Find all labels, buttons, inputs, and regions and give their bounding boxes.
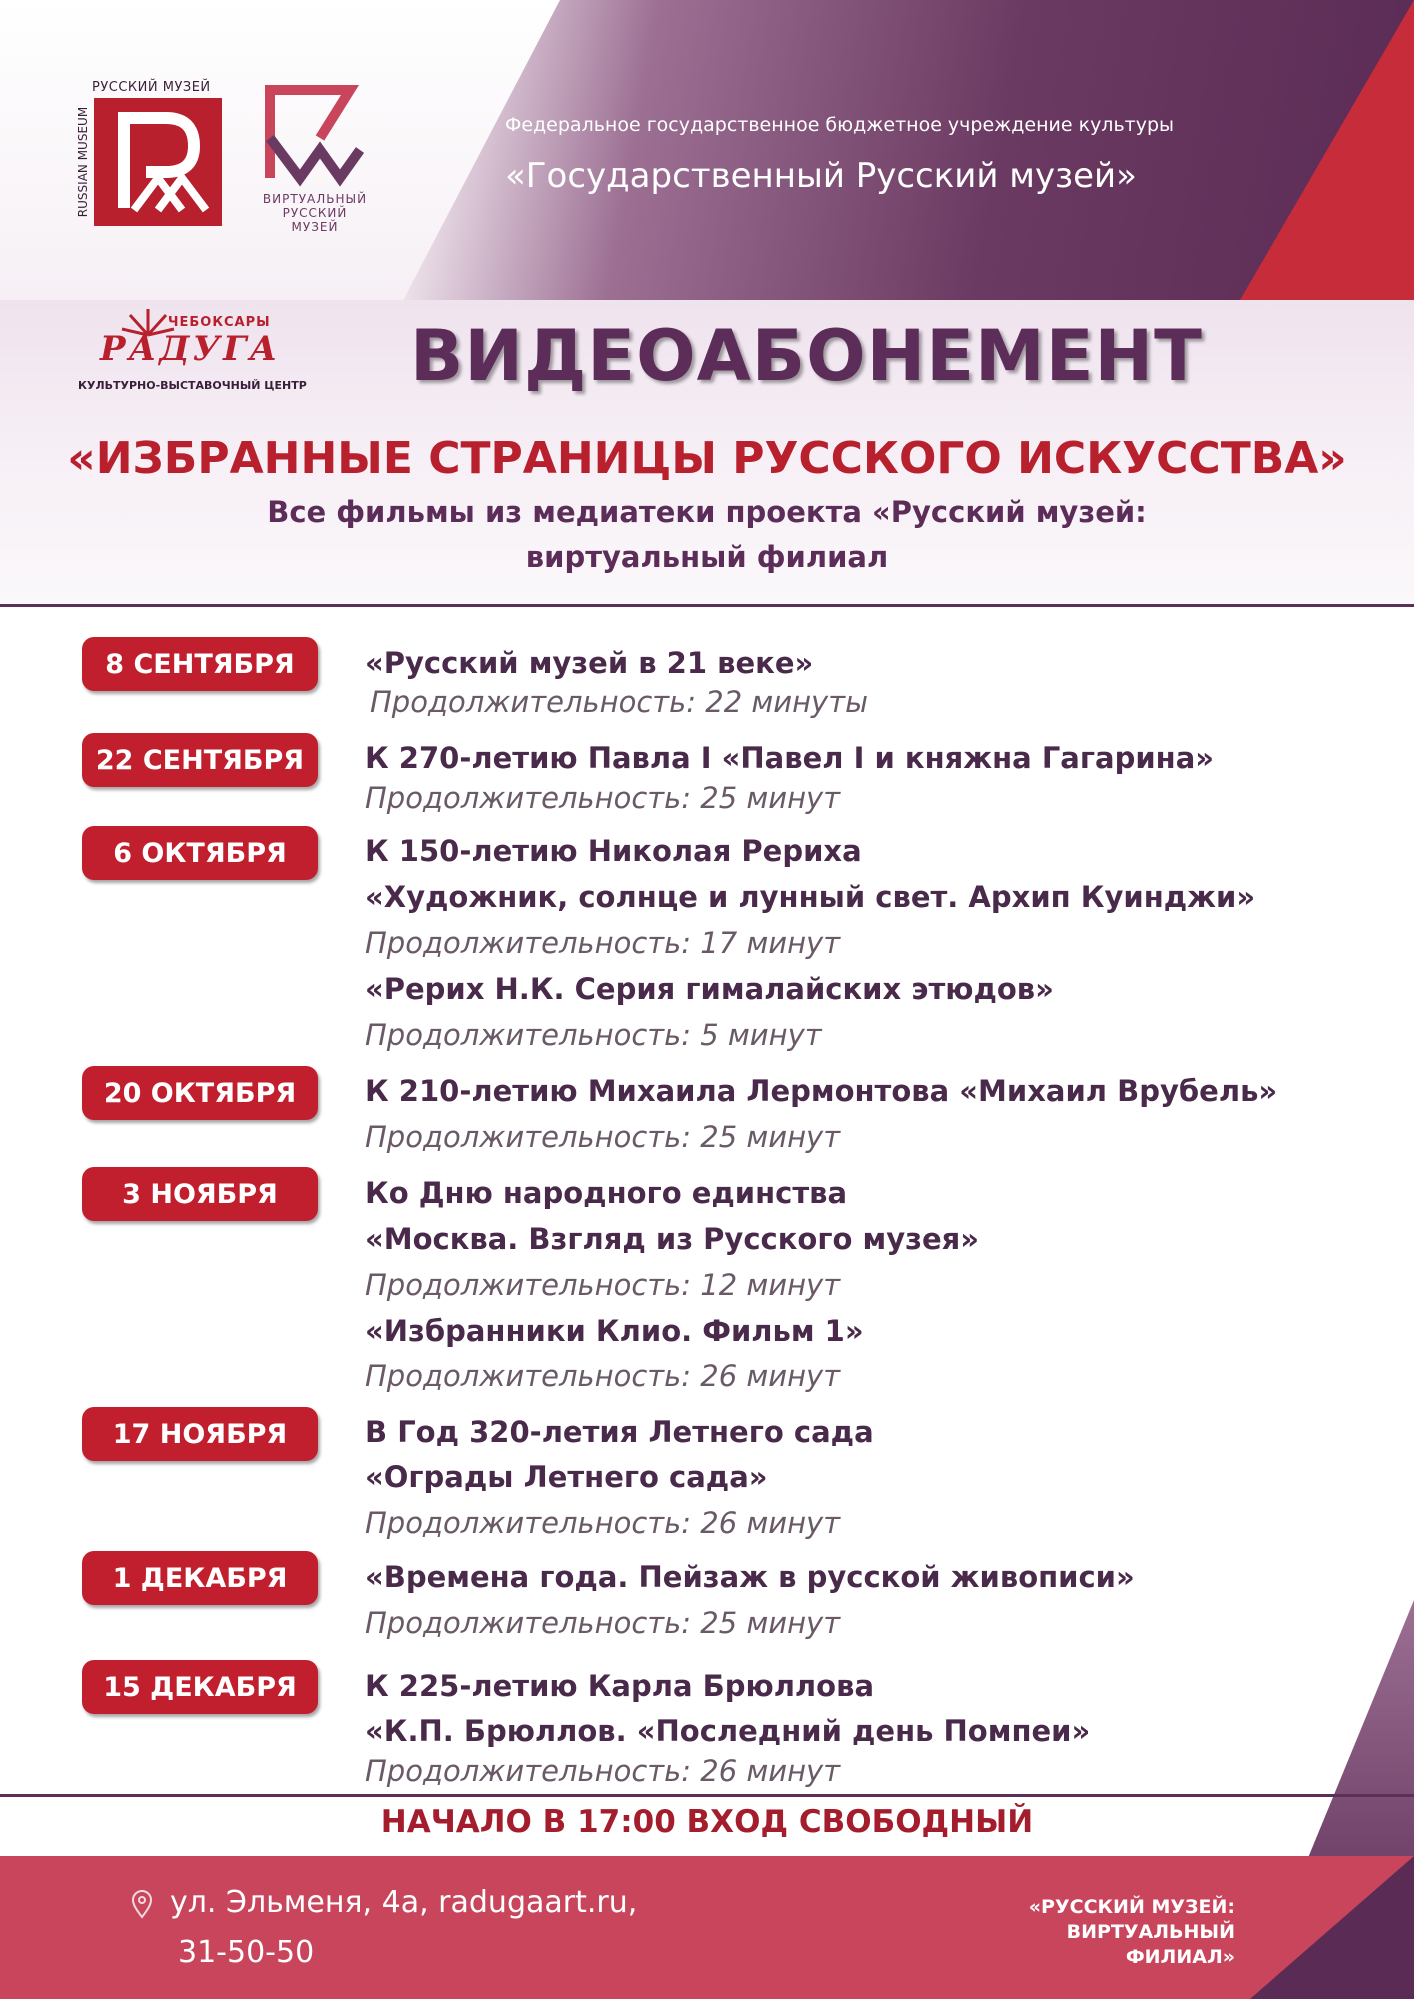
raduga-city: ЧЕБОКСАРЫ — [168, 315, 271, 330]
russian-museum-logo — [76, 80, 226, 230]
film-duration: Продолжительность: 25 минут — [365, 1120, 841, 1154]
film-title: «К.П. Брюллов. «Последний день Помпеи» — [365, 1714, 1091, 1748]
org-line-2: «Государственный Русский музей» — [505, 156, 1137, 196]
film-title: «Русский музей в 21 веке» — [365, 646, 814, 680]
date-badge: 3 НОЯБРЯ — [82, 1167, 318, 1221]
date-badge: 22 СЕНТЯБРЯ — [82, 733, 318, 787]
film-duration: Продолжительность: 25 минут — [365, 781, 841, 815]
page-title: ВИДЕОАБОНЕМЕНТ — [410, 315, 1203, 397]
raduga-name: РАДУГА — [100, 329, 281, 369]
film-title: «Художник, солнце и лунный свет. Архип Куинджи» — [365, 880, 1256, 914]
location-pin-icon — [130, 1889, 154, 1919]
film-title: «Рерих Н.К. Серия гималайских этюдов» — [365, 972, 1054, 1006]
film-duration: Продолжительность: 22 минуты — [370, 685, 868, 719]
film-title: «Времена года. Пейзаж в русской живописи» — [365, 1560, 1135, 1594]
logo-vr-line-3: МУЗЕЙ — [291, 220, 339, 234]
logo-rm-mark — [94, 98, 222, 226]
film-duration: Продолжительность: 5 минут — [365, 1018, 822, 1052]
film-title: К 270-летию Павла I «Павел I и княжна Гагарина» — [365, 741, 1215, 775]
date-badge: 8 СЕНТЯБРЯ — [82, 637, 318, 691]
series-title: «ИЗБРАННЫЕ СТРАНИЦЫ РУССКОГО ИСКУССТВА» — [67, 433, 1347, 484]
film-duration: Продолжительность: 17 минут — [365, 926, 841, 960]
raduga-logo — [78, 305, 308, 395]
film-title: «Избранники Клио. Фильм 1» — [365, 1314, 864, 1348]
film-occasion: К 225-летию Карла Брюллова — [365, 1669, 875, 1703]
logo-rm-side-text: RUSSIAN MUSEUM — [76, 106, 91, 218]
phone-text: 31-50-50 — [178, 1935, 315, 1970]
film-occasion: В Год 320-летия Летнего сада — [365, 1415, 874, 1449]
film-occasion: Ко Дню народного единства — [365, 1176, 848, 1210]
logo-rm-top-text: РУССКИЙ МУЗЕЙ — [92, 80, 211, 95]
film-duration: Продолжительность: 26 минут — [365, 1754, 841, 1788]
footer-project-line-2: ВИРТУАЛЬНЫЙ — [1066, 1921, 1235, 1943]
logo-vr-line-2: РУССКИЙ — [282, 206, 348, 220]
divider-bottom — [0, 1794, 1414, 1797]
footer-project-line-1: «РУССКИЙ МУЗЕЙ: — [1028, 1896, 1235, 1918]
film-duration: Продолжительность: 25 минут — [365, 1606, 841, 1640]
date-badge: 1 ДЕКАБРЯ — [82, 1551, 318, 1605]
film-title: К 210-летию Михаила Лермонтова «Михаил Врубель» — [365, 1074, 1278, 1108]
date-badge: 15 ДЕКАБРЯ — [82, 1660, 318, 1714]
footer-project-line-3: ФИЛИАЛ» — [1125, 1946, 1235, 1968]
address-text: ул. Эльменя, 4а, radugaart.ru, — [170, 1885, 638, 1920]
start-info: НАЧАЛО В 17:00 ВХОД СВОБОДНЫЙ — [380, 1804, 1034, 1840]
date-badge: 6 ОКТЯБРЯ — [82, 826, 318, 880]
film-title: «Ограды Летнего сада» — [365, 1460, 768, 1494]
film-title: «Москва. Взгляд из Русского музея» — [365, 1222, 979, 1256]
virtual-museum-logo — [250, 78, 380, 238]
date-badge: 20 ОКТЯБРЯ — [82, 1066, 318, 1120]
date-badge: 17 НОЯБРЯ — [82, 1407, 318, 1461]
logo-vr-line-1: ВИРТУАЛЬНЫЙ — [262, 192, 368, 206]
film-duration: Продолжительность: 26 минут — [365, 1359, 841, 1393]
vrm-mark-icon — [250, 78, 380, 188]
series-description-1: Все фильмы из медиатеки проекта «Русский музей: — [267, 495, 1147, 529]
film-duration: Продолжительность: 12 минут — [365, 1268, 841, 1302]
series-description-2: виртуальный филиал — [525, 540, 889, 574]
film-duration: Продолжительность: 26 минут — [365, 1506, 841, 1540]
raduga-subtitle: КУЛЬТУРНО-ВЫСТАВОЧНЫЙ ЦЕНТР — [78, 379, 307, 392]
divider-top — [0, 604, 1414, 607]
org-line-1: Федеральное государственное бюджетное учреждение культуры — [505, 114, 1175, 136]
film-occasion: К 150-летию Николая Рериха — [365, 834, 862, 868]
